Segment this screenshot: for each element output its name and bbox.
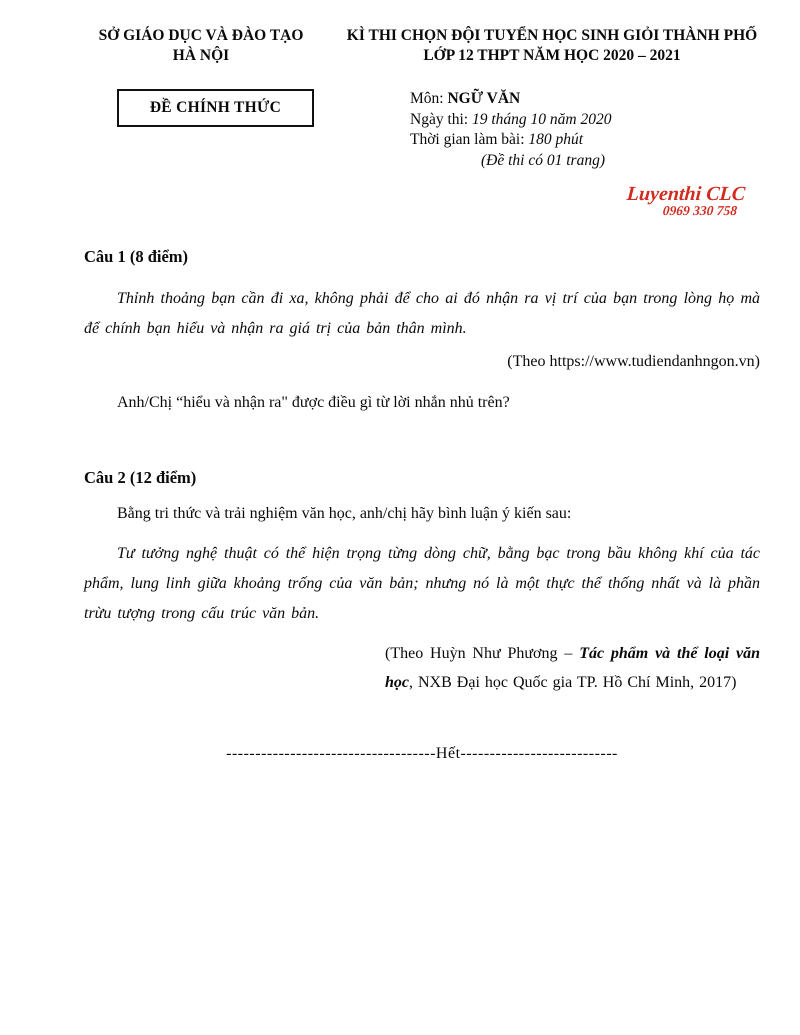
- question2-source: [385, 639, 760, 697]
- question2-source-work-title: Tác phẩm và thể loại văn học: [385, 645, 761, 691]
- org-name-line2: HÀ NỘI: [172, 47, 230, 64]
- end-of-exam-divider: ------------------------------------Hết---------------------------: [226, 745, 618, 762]
- official-exam-label: ĐỀ CHÍNH THỨC: [149, 99, 282, 116]
- exam-title-line2: LỚP 12 THPT NĂM HỌC 2020 – 2021: [423, 47, 681, 64]
- issuing-org: [68, 26, 334, 66]
- duration-label: Thời gian làm bài:: [410, 131, 529, 148]
- question1-source: (Theo https://www.tudiendanhngon.vn): [507, 353, 760, 370]
- question1-heading: Câu 1 (8 điểm): [84, 247, 189, 266]
- exam-body: [84, 247, 760, 764]
- exam-title: [322, 26, 782, 66]
- org-name-line1: SỞ GIÁO DỤC VÀ ĐÀO TẠO: [98, 27, 304, 44]
- exam-date-line: [410, 110, 770, 131]
- exam-date-value: 19 tháng 10 năm 2020: [472, 110, 612, 128]
- question2-quote: Tư tưởng nghệ thuật có thể hiện trọng từng dòng chữ, bằng bạc trong bầu không khí của tác phẩm, lung linh giữa khoảng trống của văn bản; nhưng nó là một thực thể thống nhất và là phần trừu tượng trong cấu trúc văn bản.: [84, 545, 760, 622]
- official-exam-box: [117, 89, 314, 127]
- exam-title-line1: KÌ THI CHỌN ĐỘI TUYỂN HỌC SINH GIỎI THÀNH PHỐ: [346, 27, 758, 44]
- brand-phone-number: 0969 330 758: [662, 203, 738, 218]
- brand-watermark: Luyenthi CLC: [626, 183, 746, 205]
- page-count-note: (Đề thi có 01 trang): [481, 151, 605, 169]
- exam-date-label: Ngày thi:: [410, 110, 472, 128]
- duration-line: [410, 130, 770, 151]
- question2-source-prefix: (Theo Huỳn Như Phương –: [385, 645, 580, 662]
- exam-meta: [410, 89, 770, 171]
- question2-heading: Câu 2 (12 điểm): [84, 468, 197, 487]
- subject-line: [410, 89, 770, 110]
- question2-intro: Bằng tri thức và trải nghiệm văn học, anh/chị hãy bình luận ý kiến sau:: [117, 505, 572, 522]
- question2-source-suffix: , NXB Đại học Quốc gia TP. Hồ Chí Minh, 2017): [409, 674, 737, 691]
- duration-value: 180 phút: [528, 131, 584, 148]
- subject-value: NGỮ VĂN: [447, 90, 521, 107]
- question1-quote: Thỉnh thoảng bạn cần đi xa, không phải để cho ai đó nhận ra vị trí của bạn trong lòng họ mà để chính bạn hiểu và nhận ra giá trị của bản thân mình.: [84, 290, 760, 337]
- question1-prompt: Anh/Chị “hiểu và nhận ra" được điều gì từ lời nhắn nhủ trên?: [117, 394, 510, 411]
- subject-label: Môn:: [410, 90, 448, 107]
